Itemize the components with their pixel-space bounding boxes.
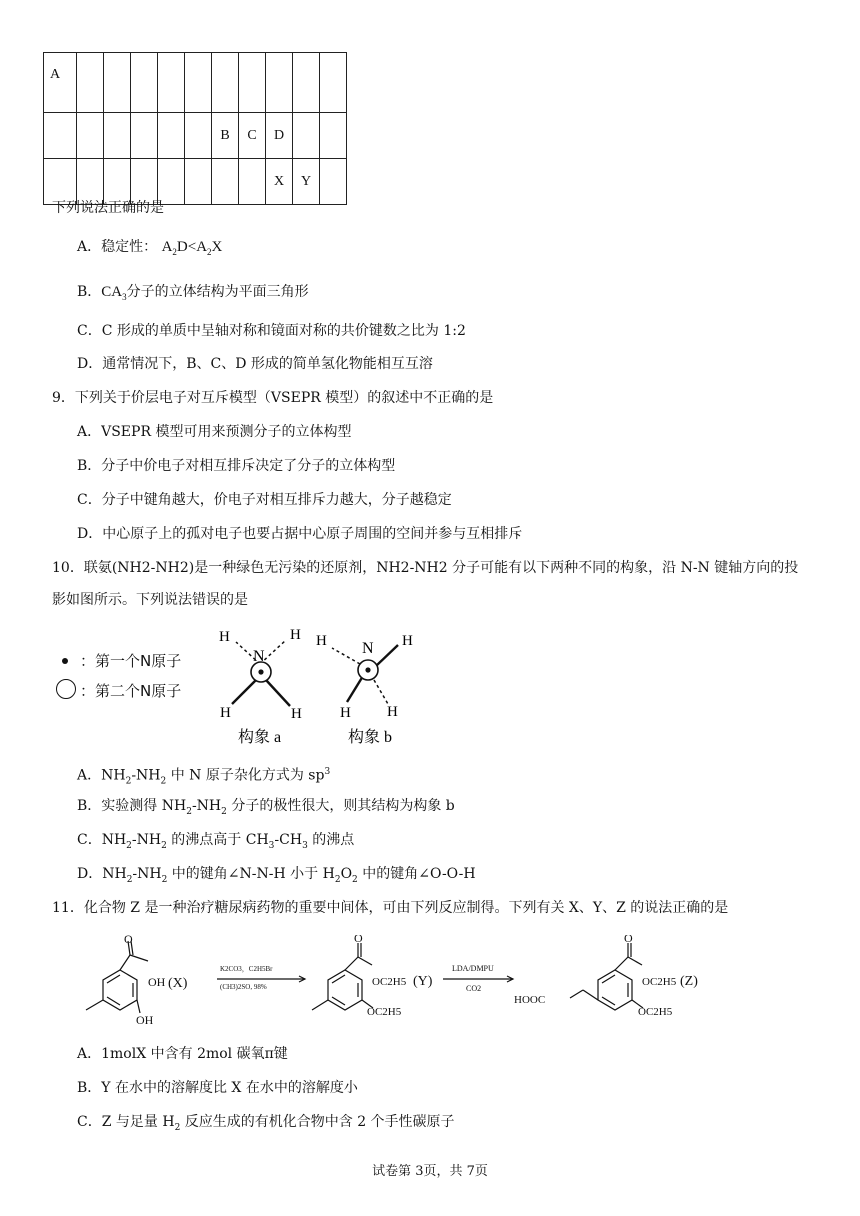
caption-conformation-a: 构象 a <box>238 729 282 746</box>
table-cell <box>185 113 212 159</box>
q8-option-a-label: A．稳定性： <box>77 239 158 255</box>
x-carbonyl-o: O <box>124 935 133 946</box>
table-cell <box>104 53 131 113</box>
conf-a-h2: H <box>290 627 301 643</box>
page-footer: 试卷第 3页，共 7页 <box>372 1164 488 1179</box>
reaction-scheme <box>40 935 760 1035</box>
conf-a-h1: H <box>219 629 230 645</box>
table-cell <box>131 53 158 113</box>
q10-option-c: C．$NH_2-NH_2$ 的沸点高于 $CH_3-CH_3$ 的沸点 <box>77 832 355 851</box>
table-cell: D <box>266 113 293 159</box>
q10-option-d: D．$NH_2-NH_2$ 中的键角∠N-N-H 小于 $H_2O_2$ 中的键角∠O-O-H <box>77 866 476 885</box>
table-cell <box>239 159 266 205</box>
q8-option-b-label: B． <box>77 284 102 300</box>
table-cell: A <box>44 53 77 113</box>
conf-a-h4: H <box>291 706 302 722</box>
table-cell <box>212 159 239 205</box>
molecule-z <box>570 943 643 1010</box>
caption-conformation-b: 构象 b <box>348 729 393 746</box>
q8-option-a <box>77 237 222 262</box>
second-n-atom-circle-icon <box>56 679 76 699</box>
table-cell <box>158 53 185 113</box>
first-n-atom-dot-icon <box>62 658 68 664</box>
table-cell <box>320 113 347 159</box>
q11-stem: 11．化合物 Z 是一种治疗糖尿病药物的重要中间体，可由下列反应制得。下列有关 X、Y、Z 的说法正确的是 <box>52 900 729 916</box>
condition1-top: K2CO3，C2H5Br <box>220 965 273 973</box>
z-ethoxy-group: OC2H5 <box>638 1006 673 1018</box>
condition1-bottom: (CH3)2SO, 98% <box>220 983 267 991</box>
q8-option-d: D．通常情况下，B、C、D 形成的简单氢化物能相互互溶 <box>77 356 433 372</box>
table-cell <box>293 53 320 113</box>
table-cell <box>320 159 347 205</box>
molecule-x <box>86 941 148 1013</box>
table-row <box>44 113 347 159</box>
table-cell <box>212 53 239 113</box>
q8-option-c: C．C 形成的单质中呈轴对称和镜面对称的共价键数之比为 1:2 <box>77 323 466 339</box>
condition2-top: LDA/DMPU <box>452 964 494 973</box>
q8-option-b-formula: $CA_3$ <box>101 284 127 302</box>
conf-a-n-label: N <box>253 648 265 665</box>
table-cell: Y <box>293 159 320 205</box>
table-cell <box>131 113 158 159</box>
q8-option-a-formula: $A_2D<A_2X$ <box>161 239 223 257</box>
molecule-y <box>312 943 373 1010</box>
conf-b-h2: H <box>402 633 413 649</box>
q8-option-b-text: 分子的立体结构为平面三角形 <box>126 284 309 300</box>
table-cell <box>320 53 347 113</box>
table-cell <box>185 53 212 113</box>
q9-stem: 9．下列关于价层电子对互斥模型（VSEPR 模型）的叙述中不正确的是 <box>52 390 494 406</box>
table-cell <box>239 53 266 113</box>
q10-stem-line1: 10．联氨(NH2-NH2)是一种绿色无污染的还原剂，NH2-NH2 分子可能有以下两种不同的构象，沿 N-N 键轴方向的投 <box>52 560 799 576</box>
z-carbonyl-o: O <box>624 935 633 945</box>
q9-option-b: B．分子中价电子对相互排斥决定了分子的立体构型 <box>77 458 396 474</box>
conf-a-h3: H <box>220 705 231 721</box>
table-cell: C <box>239 113 266 159</box>
x-oh-acid: OH <box>148 975 166 989</box>
conf-b-h4: H <box>387 704 398 720</box>
conf-b-h1: H <box>316 633 327 649</box>
z-hooc-group: HOOC <box>514 994 546 1006</box>
q8-option-b <box>77 282 309 307</box>
x-label: (X) <box>168 976 188 991</box>
q9-option-d: D．中心原子上的孤对电子也要占据中心原子周围的空间并参与互相排斥 <box>77 526 523 542</box>
legend-first-n: ：第一个N原子 <box>80 652 182 670</box>
q10-option-a: A．$NH_2-NH_2$ 中 N 原子杂化方式为 $sp^3$ <box>77 767 331 787</box>
table-cell <box>158 113 185 159</box>
condition2-bottom: CO2 <box>466 984 482 993</box>
table-cell <box>77 113 104 159</box>
y-ethoxy-group: OC2H5 <box>367 1006 402 1018</box>
y-label: (Y) <box>413 974 433 989</box>
periodic-table-fragment <box>43 52 347 205</box>
conf-b-n-label: N <box>362 640 374 657</box>
table-cell: B <box>212 113 239 159</box>
table-cell <box>44 113 77 159</box>
q11-option-b: B．Y 在水中的溶解度比 X 在水中的溶解度小 <box>77 1080 358 1096</box>
y-ester-group: OC2H5 <box>372 976 407 988</box>
x-oh-phenol: OH <box>136 1013 154 1027</box>
q9-option-a: A．VSEPR 模型可用来预测分子的立体构型 <box>77 424 352 440</box>
table-cell <box>77 53 104 113</box>
y-carbonyl-o: O <box>354 935 363 945</box>
q11-option-c: C．Z 与足量 $H_2$ 反应生成的有机化合物中含 2 个手性碳原子 <box>77 1114 455 1133</box>
hydrazine-conformation-figure <box>200 620 440 750</box>
table-cell <box>293 113 320 159</box>
table-cell <box>266 53 293 113</box>
z-label: (Z) <box>680 974 698 989</box>
q10-option-b: B．实验测得 $NH_2-NH_2$ 分子的极性很大，则其结构为构象 b <box>77 798 455 817</box>
legend-second-n: ：第二个N原子 <box>80 682 182 700</box>
table-row <box>44 53 347 113</box>
q10-stem-line2: 影如图所示。下列说法错误的是 <box>52 592 248 608</box>
table-cell <box>104 113 131 159</box>
conformation-a <box>219 627 302 746</box>
table-cell <box>185 159 212 205</box>
conformation-b <box>316 633 413 746</box>
q11-option-a: A．1molX 中含有 2mol 碳氧π键 <box>77 1046 288 1062</box>
q9-option-c: C．分子中键角越大，价电子对相互排斥力越大，分子越稳定 <box>77 492 452 508</box>
z-ester-group: OC2H5 <box>642 976 677 988</box>
conf-b-h3: H <box>340 705 351 721</box>
table-cell: X <box>266 159 293 205</box>
q8-stem: 下列说法正确的是 <box>52 200 164 216</box>
